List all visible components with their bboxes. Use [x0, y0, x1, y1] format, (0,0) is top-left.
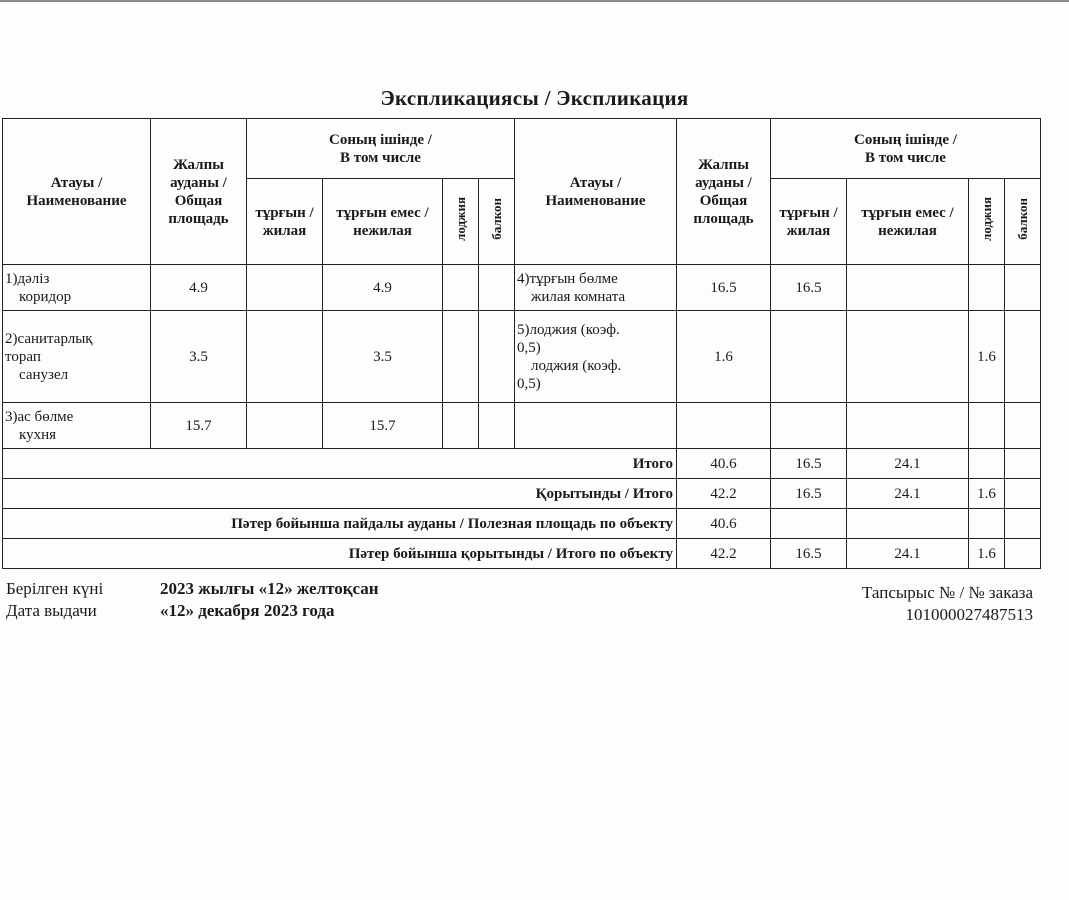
cell-nonliving: 24.1 — [847, 449, 969, 479]
room-name: 5)лоджия (коэф. 0,5) лоджия (коэф. 0,5) — [515, 311, 677, 403]
issued-ru-value: «12» декабря 2023 года — [160, 601, 335, 620]
cell-nonliving — [847, 509, 969, 539]
issued-ru-label: Дата выдачи — [6, 601, 97, 620]
header-name-right: Атауы / Наименование — [515, 119, 677, 265]
room-name — [515, 403, 677, 449]
cell-total: 1.6 — [677, 311, 771, 403]
issued-kz-value: 2023 жылғы «12» желтоқсан — [160, 579, 379, 598]
top-border-line — [0, 0, 1069, 2]
cell-total: 3.5 — [151, 311, 247, 403]
cell-total: 4.9 — [151, 265, 247, 311]
room-name: 3)ас бөлме кухня — [3, 403, 151, 449]
header-including-left: Соның ішінде / В том числе — [247, 119, 515, 179]
cell-balcony — [1005, 509, 1041, 539]
cell-loggia: 1.6 — [969, 311, 1005, 403]
table-row — [3, 311, 1041, 403]
cell-living — [771, 311, 847, 403]
cell-loggia — [969, 449, 1005, 479]
summary-row — [3, 539, 1041, 569]
cell-nonliving — [847, 311, 969, 403]
cell-nonliving — [847, 403, 969, 449]
cell-total: 40.6 — [677, 509, 771, 539]
cell-balcony — [1005, 265, 1041, 311]
cell-loggia — [969, 265, 1005, 311]
cell-nonliving: 24.1 — [847, 539, 969, 569]
cell-balcony — [479, 311, 515, 403]
cell-nonliving: 3.5 — [323, 311, 443, 403]
order-block — [862, 582, 1033, 626]
cell-balcony — [1005, 479, 1041, 509]
cell-balcony — [1005, 403, 1041, 449]
header-loggia-left: лоджия — [443, 179, 479, 265]
room-name: 4)тұрғын бөлме жилая комната — [515, 265, 677, 311]
table-row — [3, 403, 1041, 449]
cell-living — [771, 509, 847, 539]
summary-label: Пәтер бойынша пайдалы ауданы / Полезная площадь по объекту — [3, 509, 677, 539]
summary-label: Қорытынды / Итого — [3, 479, 677, 509]
table-row — [3, 265, 1041, 311]
cell-balcony — [479, 403, 515, 449]
cell-loggia — [969, 509, 1005, 539]
cell-total: 40.6 — [677, 449, 771, 479]
cell-loggia — [443, 403, 479, 449]
cell-living: 16.5 — [771, 449, 847, 479]
cell-total — [677, 403, 771, 449]
header-total-right: Жалпы ауданы / Общая площадь — [677, 119, 771, 265]
header-including-right: Соның ішінде / В том числе — [771, 119, 1041, 179]
cell-living — [247, 311, 323, 403]
cell-living — [771, 403, 847, 449]
cell-loggia: 1.6 — [969, 479, 1005, 509]
summary-row — [3, 449, 1041, 479]
header-loggia-right: лоджия — [969, 179, 1005, 265]
cell-total: 42.2 — [677, 539, 771, 569]
cell-balcony — [479, 265, 515, 311]
room-name: 2)санитарлық торап санузел — [3, 311, 151, 403]
header-balcony-left: балкон — [479, 179, 515, 265]
summary-label: Пәтер бойынша қорытынды / Итого по объекту — [3, 539, 677, 569]
document-title: Экспликациясы / Экспликация — [380, 86, 689, 110]
issued-kz-label: Берілген күні — [6, 579, 104, 598]
room-name: 1)дәліз коридор — [3, 265, 151, 311]
cell-loggia — [443, 311, 479, 403]
cell-nonliving: 24.1 — [847, 479, 969, 509]
explication-table — [2, 118, 1041, 569]
cell-total: 42.2 — [677, 479, 771, 509]
cell-balcony — [1005, 539, 1041, 569]
summary-row — [3, 509, 1041, 539]
cell-loggia — [443, 265, 479, 311]
header-living-left: тұрғын / жилая — [247, 179, 323, 265]
issue-date-block — [6, 578, 379, 622]
cell-living: 16.5 — [771, 539, 847, 569]
summary-label: Итого — [3, 449, 677, 479]
header-nonliving-right: тұрғын емес / нежилая — [847, 179, 969, 265]
header-nonliving-left: тұрғын емес / нежилая — [323, 179, 443, 265]
header-living-right: тұрғын / жилая — [771, 179, 847, 265]
header-name-left: Атауы / Наименование — [3, 119, 151, 265]
cell-balcony — [1005, 311, 1041, 403]
cell-loggia — [969, 403, 1005, 449]
order-label: Тапсырыс № / № заказа — [861, 583, 1033, 602]
cell-living: 16.5 — [771, 265, 847, 311]
header-total-left: Жалпы ауданы / Общая площадь — [151, 119, 247, 265]
cell-nonliving: 15.7 — [323, 403, 443, 449]
cell-living: 16.5 — [771, 479, 847, 509]
summary-row — [3, 479, 1041, 509]
cell-living — [247, 265, 323, 311]
cell-nonliving: 4.9 — [323, 265, 443, 311]
order-number: 101000027487513 — [905, 605, 1033, 624]
cell-loggia: 1.6 — [969, 539, 1005, 569]
header-balcony-right: балкон — [1005, 179, 1041, 265]
cell-total: 15.7 — [151, 403, 247, 449]
cell-nonliving — [847, 265, 969, 311]
cell-balcony — [1005, 449, 1041, 479]
cell-total: 16.5 — [677, 265, 771, 311]
cell-living — [247, 403, 323, 449]
